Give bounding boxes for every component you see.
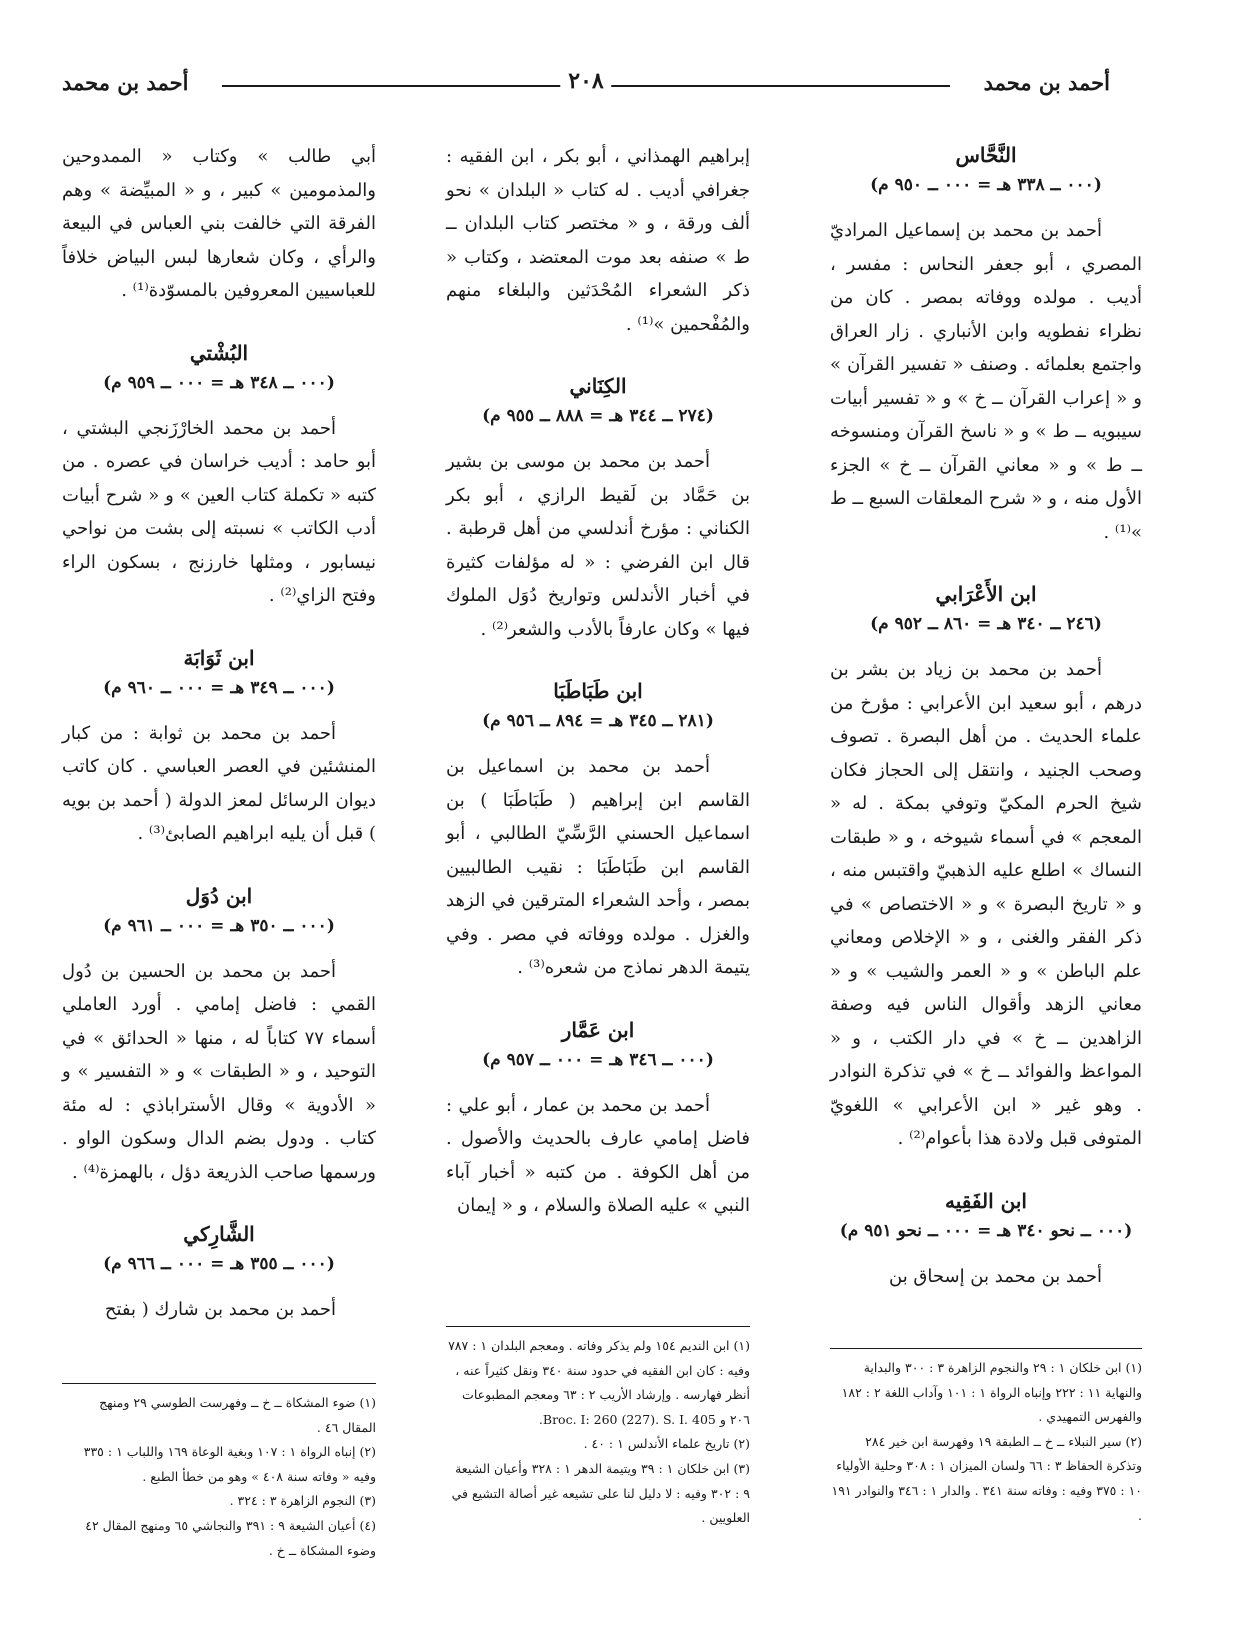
entry-dates: (٢٤٦ ــ ٣٤٠ هـ = ٨٦٠ ــ ٩٥٢ م)	[870, 614, 1102, 634]
running-header	[62, 60, 1110, 102]
footnote: (٤) أعيان الشيعة ٩ : ٣٩١ والنجاشي ٦٥ ومنهج المقال ٤٢ وضوء المشكاة ــ خ .	[85, 1517, 376, 1558]
footnote: (١) ابن النديم ١٥٤ ولم يذكر وفاته . ومعجم البلدان ١ : ٧٨٧ وفيه : كان ابن الفقيه في حدود سنة ٣٤٠ ونقل كثيراً عنه ، أنظر فهارسه . وإرشاد الأريب ٢ : ٦٣ ومعجم المطبوعات ٢٠٦ و Broc. I: 260 (227). S. I. 405.	[448, 1338, 750, 1427]
entry-title: ابن ثَوَابَة	[183, 645, 255, 670]
footnote: (٣) ابن خلكان ١ : ٣٩ ويتيمة الدهر ١ : ٣٢٨ وأعيان الشيعة ٩ : ٣٠٢ وفيه : لا دليل لنا على تشيعه غير أصالة التشيع في العلويين .	[451, 1460, 750, 1526]
entry-dates: (٢٧٤ ــ ٣٤٤ هـ = ٨٨٨ ــ ٩٥٥ م)	[482, 406, 714, 426]
footnote: (٢) سير النبلاء ــ خ ــ الطبقة ١٩ وفهرسة ابن خير ٢٨٤ وتذكرة الحفاظ ٣ : ٦٦ ولسان الميزان ١ : ٣٠٨ وحلية الأولياء ١٠ : ٣٧٥ وفيه : وفاته سنة ٣٤١ . والدار ١ : ٣٤٦ والنوادر ١٩١ .	[831, 1433, 1142, 1523]
entry-title: الكِنَاني	[569, 374, 627, 398]
entry-body: أحمد بن محمد بن إسحاق بن	[889, 1265, 1102, 1287]
entry-dates: (٢٨١ ــ ٣٤٥ هـ = ٨٩٤ ــ ٩٥٦ م)	[482, 711, 714, 731]
page-number: ٢٠٨	[560, 68, 611, 94]
footnote: (٣) النجوم الزاهرة ٣ : ٣٢٤ .	[229, 1493, 376, 1509]
entry-body-continued: إبراهيم الهمذاني ، أبو بكر ، ابن الفقيه : جغرافي أديب . له كتاب « البلدان » نحو ألف ورقة ، و « مختصر كتاب البلدان ــ ط » صنفه بعد موت المعتضد ، وكتاب « ذكر الشعراء المُحْدَثين والبلغاء منهم والمُفْحمين »⁽¹⁾ .	[446, 146, 750, 335]
header-rule-right	[610, 85, 950, 87]
footnote: (٢) تاريخ علماء الأندلس ١ : ٤٠ .	[583, 1436, 750, 1452]
entry-title: ابن الفَقِيه	[945, 1188, 1027, 1213]
entry-body: أحمد بن محمد بن عمار ، أبو علي : فاضل إمامي عارف بالحديث والأصول . من أهل الكوفة . من كتبه « أخبار آباء النبي » عليه الصلاة والسلام ، و « إيمان	[446, 1094, 750, 1216]
entry-body: أحمد بن محمد بن زياد بن بشر بن درهم ، أبو سعيد ابن الأعرابي : مؤرخ من علماء الحديث . من أهل البصرة . تصوف وصحب الجنيد ، وانتقل إلى الحجاز فكان شيخ الحرم المكيّ وتوفي بمكة . له « المعجم » في أسماء شيوخه ، و « طبقات النساك » اطلع عليه الذهبيّ واقتبس منه ، و « تاريخ البصرة » و « الاختصاص » في ذكر الفقر والغنى ، و « الإخلاص ومعاني علم الباطن » و « العمر والشيب » و « معاني الزهد وأقوال الناس فيه وصفة الزاهدين ــ خ » في دار الكتب ، و « المواعظ والفوائد ــ خ » في تذكرة النوادر . وهو غير « ابن الأعرابي » اللغويّ المتوفى قبل ولادة هذا بأعوام⁽²⁾ .	[830, 659, 1142, 1149]
entry-body: أحمد بن محمد بن إسماعيل المراديّ المصري ، أبو جعفر النحاس : مفسر ، أديب . مولده ووفاته بمصر . كان من نظراء نفطويه وابن الأنباري . زار العراق واجتمع بعلمائه . وصنف « تفسير القرآن » و « إعراب القرآن ــ خ » و « تفسير أبيات سيبويه ــ ط » و « ناسخ القرآن ومنسوخه ــ ط » و « معاني القرآن ــ خ » الجزء الأول منه ، و « شرح المعلقات السبع ــ ط »⁽¹⁾ .	[830, 220, 1142, 543]
entry-dates: (٠٠٠ ــ نحو ٣٤٠ هـ = ٠٠٠ ــ نحو ٩٥١ م)	[839, 1220, 1133, 1241]
footnote-rule-left	[62, 1383, 376, 1384]
entry-title: ابن دُوَل	[185, 883, 253, 908]
entry-title: ابن طَبَاطَبَا	[553, 679, 643, 703]
entry-body: أحمد بن محمد بن ثوابة : من كبار المنشئين في العصر العباسي . كان كاتب ديوان الرسائل لمعز الدولة ( أحمد بن بويه ) قبل أن يليه ابراهيم الصابئ⁽³⁾ .	[62, 722, 376, 844]
entry-body: أحمد بن محمد بن الحسين بن دُول القمي : فاضل إمامي . أورد العاملي أسماء ٧٧ كتاباً له ، منها « الحدائق » في التوحيد ، و « الطبقات » و « التفسير » و « الأدوية » وقال الأستراباذي : له مئة كتاب . ودول بضم الدال وسكون الواو . ورسمها صاحب الذريعة دؤل ، بالهمزة⁽⁴⁾ .	[62, 960, 376, 1183]
column-middle	[446, 140, 750, 1253]
column-left	[62, 140, 376, 1357]
footnote-rule-right	[830, 1348, 1142, 1349]
entry-title: البُشْتي	[189, 340, 249, 365]
entry-body: أحمد بن محمد بن موسى بن بشير بن حَمَّاد بن لَقيط الرازي ، أبو بكر الكناني : مؤرخ أندلسي من أهل قرطبة . قال ابن الفرضي : « له مؤلفات كثيرة في أخبار الأندلس وتواريخ دُوَل الملوك فيها » وكان عارفاً بالأدب والشعر⁽²⁾ .	[446, 451, 750, 640]
entry-body: أحمد بن محمد بن اسماعيل بن القاسم ابن إبراهيم ( طَبَاطَبَا ) بن اسماعيل الحسني الرَّسِّيّ الطالبي ، أبو القاسم ابن طَبَاطَبَا : نقيب الطالبيين بمصر ، وأحد الشعراء المترقين في الزهد والغزل . مولده ووفاته في مصر . وفي يتيمة الدهر نماذج من شعره⁽³⁾ .	[446, 756, 750, 978]
footnote: (٢) إنباه الرواة ١ : ١٠٧ وبغية الوعاة ١٦٩ واللباب ١ : ٣٣٥ وفيه « وفاته سنة ٤٠٨ » وهو من خطأ الطبع .	[83, 1444, 376, 1484]
entry-dates: (٠٠٠ ــ ٣٤٦ هـ = ٠٠٠ ــ ٩٥٧ م)	[482, 1049, 714, 1070]
entry-title: ابن الأَعْرَابي	[935, 582, 1037, 606]
entry-title: ابن عَمَّار	[561, 1017, 635, 1042]
footnotes-middle	[446, 1334, 750, 1531]
entry-dates: (٠٠٠ ــ ٣٤٩ هـ = ٠٠٠ ــ ٩٦٠ م)	[103, 677, 335, 698]
entry-body: أحمد بن محمد الخارْزَنجي البشتي ، أبو حامد : أديب خراسان في عصره . من كتبه « تكملة كتاب العين » و « شرح أبيات أدب الكاتب » نسبته إلى بشت من نواحي نيسابور ، ومثلها خارزنج ، بسكون الراء وفتح الزاي⁽²⁾ .	[62, 417, 376, 606]
entry-dates: (٠٠٠ ــ ٣٥٥ هـ = ٠٠٠ ــ ٩٦٦ م)	[103, 1254, 335, 1274]
footnote-rule-middle	[446, 1326, 750, 1327]
entry-body-continued: أبي طالب » وكتاب « الممدوحين والمذمومين » كبير ، و « المبيِّضة » وهم الفرقة التي خالفت بني العباس في البيعة والرأي ، وكان شعارها لبس البياض خلافاً للعباسيين المعروفين بالمسوّدة⁽¹⁾ .	[62, 146, 376, 301]
entry-dates: (٠٠٠ ــ ٣٣٨ هـ = ٠٠٠ ــ ٩٥٠ م)	[870, 175, 1102, 195]
footnotes-left	[62, 1391, 376, 1563]
entry-dates: (٠٠٠ ــ ٣٤٨ هـ = ٠٠٠ ــ ٩٥٩ م)	[103, 372, 335, 393]
column-right	[830, 140, 1142, 1323]
entry-dates: (٠٠٠ ــ ٣٥٠ هـ = ٠٠٠ ــ ٩٦١ م)	[103, 915, 335, 936]
entry-title: النَّحَّاس	[955, 143, 1017, 167]
header-rule-left	[222, 85, 562, 87]
entry-body: أحمد بن محمد بن شارك ( بفتح	[104, 1299, 336, 1320]
footnote: (١) ابن خلكان ١ : ٢٩ والنجوم الزاهرة ٣ : ٣٠٠ والبداية والنهاية ١١ : ٢٢٢ وإنباه الرواة ١ : ١٠١ وآداب اللغة ٢ : ١٨٢ والفهرس التمهيدي .	[841, 1360, 1142, 1425]
entry-title: الشَّارِكي	[183, 1222, 255, 1246]
footnote: (١) ضوء المشكاة ــ خ ــ وفهرست الطوسي ٢٩ ومنهج المقال ٤٦ .	[99, 1395, 376, 1435]
footnotes-right	[830, 1356, 1142, 1528]
header-name-left: أحمد بن محمد	[62, 70, 189, 95]
header-name-right: أحمد بن محمد	[983, 70, 1110, 95]
